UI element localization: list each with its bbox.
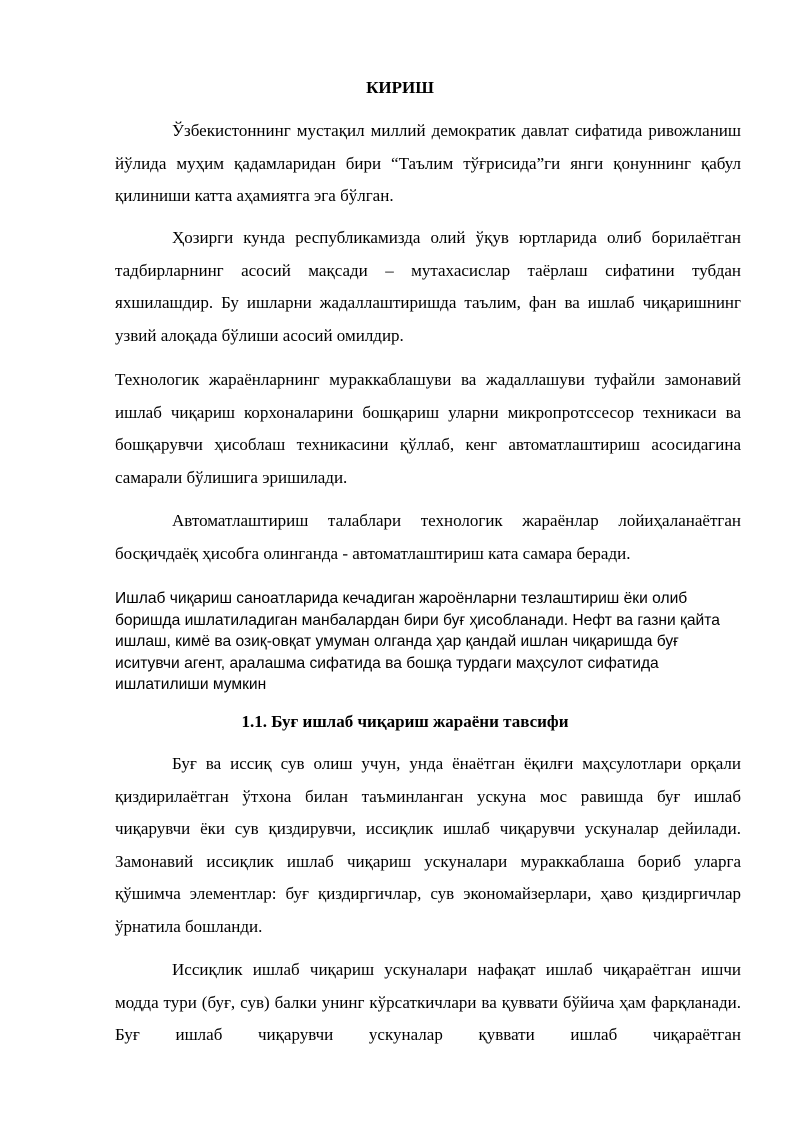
section-paragraph-1: Буғ ва иссиқ сув олиш учун, унда ёнаётган ёқилғи маҳсулотлари орқали қиздирилаётган ўтхона билан таъминланган ускуна мос равишда буғ ишлаб чиқарувчи ёки сув қиздирувчи, иссиқлик ишлаб чиқарувчи ускуналар дейилади. Замонавий иссиқлик ишлаб чиқариш ускуналари мураккаблаша бориб уларга қўшимча элементлар: буғ қиздиргичлар, сув экономайзерлари, ҳаво қиздиргичлар ўрнатила бошланди. <box>115 754 741 936</box>
section-paragraph-2: Иссиқлик ишлаб чиқариш ускуналари нафақат ишлаб чиқараётган ишчи модда тури (буғ, сув) балки унинг кўрсаткичлари ва қуввати бўйича ҳам фарқланади. Буғ ишлаб чиқарувчи ускуналар қуввати ишлаб чиқараётган <box>115 960 741 1044</box>
intro-paragraph-1: Ўзбекистоннинг мустақил миллий демократик давлат сифатида ривожланиш йўлида муҳим қадамларидан бири “Таълим тўғрисида”ги янги қонуннинг қабул қилиниши катта аҳамиятга эга бўлган. <box>115 121 741 205</box>
document-title: КИРИШ <box>366 78 434 97</box>
intro-paragraph-4: Автоматлаштириш талаблари технологик жараёнлар лойиҳаланаётган босқичдаёқ ҳисобга олинганда - автоматлаштириш ката самара беради. <box>115 511 741 563</box>
intro-paragraph-5: Ишлаб чиқариш саноатларида кечадиган жароёнларни тезлаштириш ёки олиб боришда ишлатиладиган манбалардан бири буғ ҳисобланади. Нефт ва газни қайта ишлаш, кимё ва озиқ-овқат умуман олганда ҳар қандай ишлан чиқаришда буғ иситувчи агент, аралашма сифатида ва бошқа турдаги маҳсулот сифатида ишлатилиши мумкин <box>115 590 720 693</box>
intro-paragraph-3: Технологик жараёнларнинг мураккаблашуви ва жадаллашуви туфайли замонавий ишлаб чиқариш корхоналарини бошқариш уларни микропротссесор техникаси ва бошқарувчи ҳисоблаш техникасини қўллаб, кенг автоматлаштириш асосидагина самарали бўлишига эришилади. <box>115 370 741 487</box>
section-heading: 1.1. Буғ ишлаб чиқариш жараёни тавсифи <box>241 712 569 731</box>
intro-paragraph-2: Ҳозирги кунда республикамизда олий ўқув юртларида олиб борилаётган тадбирларнинг асосий мақсади – мутахасислар таёрлаш сифатини тубдан яхшилашдир. Бу ишларни жадаллаштиришда таълим, фан ва ишлаб чиқаришнинг узвий алоқада бўлиши асосий омилдир. <box>115 228 741 345</box>
